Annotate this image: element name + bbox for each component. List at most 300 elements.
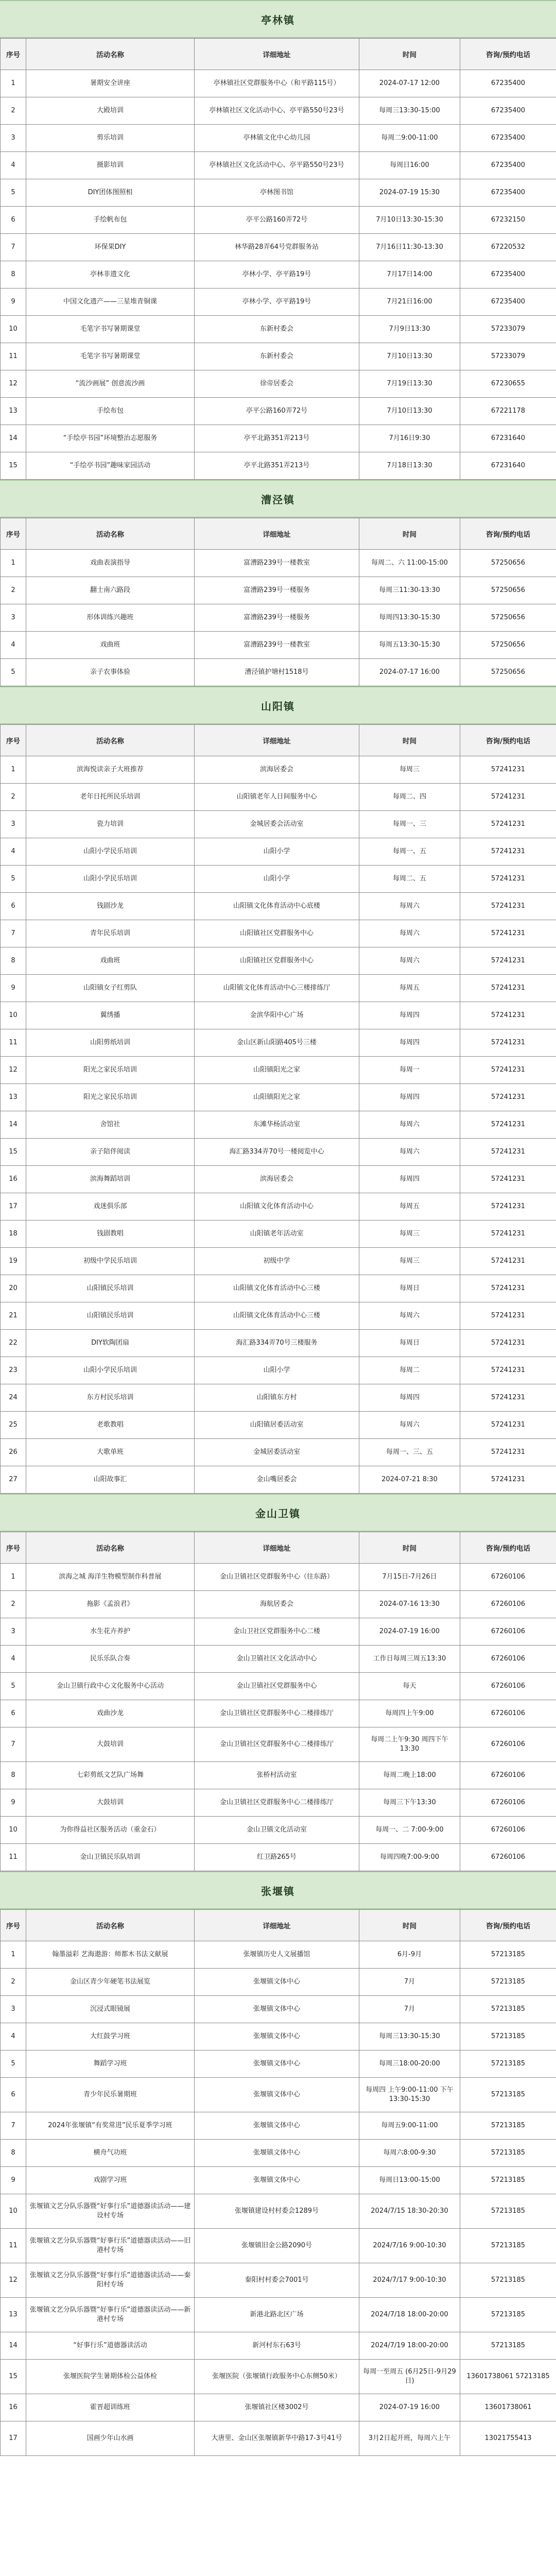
table-row xyxy=(1,1941,556,1969)
town-title: 金山卫镇 xyxy=(0,1494,556,1532)
header-address: 详细地址 xyxy=(195,725,359,756)
cell-phone: 57213185 xyxy=(460,1969,556,1996)
cell-name: 国画少年山水画 xyxy=(26,2421,195,2456)
cell-address: 东新村委会 xyxy=(195,343,359,370)
cell-phone: 57213185 xyxy=(460,2112,556,2140)
cell-address: 山阳镇阳光之家 xyxy=(195,1084,359,1111)
cell-no: 4 xyxy=(1,152,26,179)
cell-name: 民乐乐队合奏 xyxy=(26,1646,195,1673)
cell-time: 7月10日13:30-15:30 xyxy=(359,207,460,234)
cell-no: 10 xyxy=(1,1817,26,1844)
cell-no: 7 xyxy=(1,920,26,947)
cell-name: 张堰镇文艺分队乐器暨“好事行乐”道德器读活动——建设村专场 xyxy=(26,2194,195,2229)
cell-time: 2024-07-16 13:30 xyxy=(359,1591,460,1618)
header-no: 序号 xyxy=(1,725,26,756)
table-row xyxy=(1,1789,556,1817)
cell-time: 7月10日13:30 xyxy=(359,398,460,425)
cell-time: 7月9日13:30 xyxy=(359,316,460,343)
header-row xyxy=(1,518,556,550)
cell-no: 17 xyxy=(1,1193,26,1221)
cell-time: 每周四上午9:00 xyxy=(359,1700,460,1727)
table-row xyxy=(1,1166,556,1193)
cell-time: 每周五13:30-15:30 xyxy=(359,632,460,659)
table-row xyxy=(1,207,556,234)
cell-no: 5 xyxy=(1,866,26,893)
cell-time: 每周四 xyxy=(359,1384,460,1412)
cell-name: 沉浸式眼镜展 xyxy=(26,1996,195,2023)
cell-no: 3 xyxy=(1,811,26,838)
cell-address: 滨海居委会 xyxy=(195,756,359,784)
table-row xyxy=(1,2229,556,2263)
cell-phone: 67235400 xyxy=(460,289,556,316)
cell-address: 山阳镇文化体育活动中心三楼排练厅 xyxy=(195,975,359,1002)
cell-name: 七彩剪纸文艺队广场舞 xyxy=(26,1762,195,1789)
cell-name: 阳光之家民乐培训 xyxy=(26,1057,195,1084)
table-row xyxy=(1,784,556,811)
cell-address: 林华路28弄64号党群服务站 xyxy=(195,234,359,261)
cell-time: 每周日13:00-15:00 xyxy=(359,2167,460,2194)
table-row xyxy=(1,1221,556,1248)
header-no: 序号 xyxy=(1,39,26,70)
cell-address: 亭林小学、亭平路19号 xyxy=(195,289,359,316)
cell-name: 张堰镇文艺分队乐器暨“好事行乐”道德器读活动——旧港村专场 xyxy=(26,2229,195,2263)
table-row xyxy=(1,343,556,370)
cell-phone: 57241231 xyxy=(460,784,556,811)
cell-no: 5 xyxy=(1,659,26,686)
cell-phone: 67260106 xyxy=(460,1789,556,1817)
cell-name: 戏迷俱乐部 xyxy=(26,1193,195,1221)
cell-time: 每周三 xyxy=(359,756,460,784)
cell-no: 1 xyxy=(1,1564,26,1591)
table-row xyxy=(1,1996,556,2023)
cell-phone: 67260106 xyxy=(460,1591,556,1618)
header-time: 时间 xyxy=(359,1910,460,1941)
cell-phone: 57233079 xyxy=(460,316,556,343)
cell-phone: 57241231 xyxy=(460,1466,556,1494)
table-row xyxy=(1,920,556,947)
cell-address: 金山卫镇社区党群服务中心二楼排练厅 xyxy=(195,1789,359,1817)
cell-time: 每周二 xyxy=(359,1357,460,1384)
table-row xyxy=(1,866,556,893)
cell-phone: 67260106 xyxy=(460,1700,556,1727)
table-row xyxy=(1,632,556,659)
cell-time: 每周四 xyxy=(359,1029,460,1057)
cell-phone: 67260106 xyxy=(460,1817,556,1844)
cell-address: 张堰镇文体中心 xyxy=(195,1996,359,2023)
table-row xyxy=(1,1357,556,1384)
cell-no: 11 xyxy=(1,343,26,370)
cell-phone: 67232150 xyxy=(460,207,556,234)
cell-address: 海汇路334弄70号一楼阅览中心 xyxy=(195,1139,359,1166)
cell-no: 21 xyxy=(1,1302,26,1330)
cell-time: 2024-07-19 15:30 xyxy=(359,179,460,207)
cell-name: 为你得益社区服务活动（重金石） xyxy=(26,1817,195,1844)
cell-name: 大歌单班 xyxy=(26,1439,195,1466)
cell-no: 9 xyxy=(1,975,26,1002)
cell-address: 亭平北路351弄213号 xyxy=(195,425,359,452)
cell-phone: 57213185 xyxy=(460,2078,556,2112)
table-row xyxy=(1,1564,556,1591)
cell-time: 每周六 xyxy=(359,1111,460,1139)
table-row xyxy=(1,70,556,97)
cell-phone: 57213185 xyxy=(460,2194,556,2229)
table-row xyxy=(1,577,556,604)
cell-phone: 57241231 xyxy=(460,1029,556,1057)
cell-name: 山阳小学民乐培训 xyxy=(26,838,195,866)
cell-phone: 57241231 xyxy=(460,1330,556,1357)
cell-no: 9 xyxy=(1,1789,26,1817)
cell-address: 山阳镇社区党群服务中心 xyxy=(195,947,359,975)
cell-address: 富漕路239号一楼教室 xyxy=(195,550,359,577)
table-row xyxy=(1,316,556,343)
table-row xyxy=(1,1762,556,1789)
cell-name: 戏曲沙龙 xyxy=(26,1700,195,1727)
table-row xyxy=(1,1969,556,1996)
cell-address: 山阳小学 xyxy=(195,838,359,866)
table-row xyxy=(1,179,556,207)
cell-time: 7月21日16:00 xyxy=(359,289,460,316)
header-address: 详细地址 xyxy=(195,1532,359,1564)
cell-name: 摄影培训 xyxy=(26,152,195,179)
table-row xyxy=(1,756,556,784)
cell-time: 每周二9:00-11:00 xyxy=(359,125,460,152)
cell-name: 大鼓培训 xyxy=(26,1789,195,1817)
header-row xyxy=(1,1532,556,1564)
header-row xyxy=(1,1910,556,1941)
cell-name: 霍晋超训练班 xyxy=(26,2394,195,2421)
table-row xyxy=(1,659,556,686)
cell-no: 13 xyxy=(1,398,26,425)
activity-table xyxy=(0,724,556,1494)
cell-phone: 57233079 xyxy=(460,343,556,370)
cell-address: 漕泾镇护塘村1518号 xyxy=(195,659,359,686)
table-row xyxy=(1,1700,556,1727)
cell-name: 山阳镇民乐培训 xyxy=(26,1302,195,1330)
header-no: 序号 xyxy=(1,1910,26,1941)
cell-no: 5 xyxy=(1,179,26,207)
table-row xyxy=(1,2078,556,2112)
cell-no: 10 xyxy=(1,316,26,343)
cell-time: 2024-07-21 8:30 xyxy=(359,1466,460,1494)
cell-no: 12 xyxy=(1,1057,26,1084)
cell-phone: 67231640 xyxy=(460,425,556,452)
cell-phone: 57213185 xyxy=(460,2332,556,2360)
cell-time: 7月16日11:30-13:30 xyxy=(359,234,460,261)
cell-no: 24 xyxy=(1,1384,26,1412)
cell-name: 阳光之家民乐培训 xyxy=(26,1084,195,1111)
cell-time: 2024-07-17 16:00 xyxy=(359,659,460,686)
cell-address: 张堰镇建设村村委会1289号 xyxy=(195,2194,359,2229)
cell-no: 4 xyxy=(1,632,26,659)
cell-no: 16 xyxy=(1,1166,26,1193)
cell-phone: 67235400 xyxy=(460,97,556,125)
cell-address: 张堰镇文体中心 xyxy=(195,2140,359,2167)
cell-no: 15 xyxy=(1,1139,26,1166)
table-row xyxy=(1,1111,556,1139)
cell-address: 金山卫镇文化活动室 xyxy=(195,1817,359,1844)
cell-time: 每周三18:00-20:00 xyxy=(359,2050,460,2078)
cell-name: 山阳小学民乐培训 xyxy=(26,1357,195,1384)
cell-phone: 67235400 xyxy=(460,70,556,97)
table-row xyxy=(1,2394,556,2421)
cell-name: 青年民乐培训 xyxy=(26,920,195,947)
cell-address: 初级中学 xyxy=(195,1248,359,1275)
cell-no: 8 xyxy=(1,947,26,975)
header-time: 时间 xyxy=(359,39,460,70)
table-row xyxy=(1,2167,556,2194)
cell-phone: 67260106 xyxy=(460,1618,556,1646)
cell-address: 山阳镇东方村 xyxy=(195,1384,359,1412)
cell-phone: 67221178 xyxy=(460,398,556,425)
cell-time: 每周日16:00 xyxy=(359,152,460,179)
cell-time: 每周六8:00-9:30 xyxy=(359,2140,460,2167)
cell-name: 戏曲班 xyxy=(26,632,195,659)
cell-no: 8 xyxy=(1,261,26,289)
table-row xyxy=(1,1302,556,1330)
cell-no: 11 xyxy=(1,1844,26,1871)
header-time: 时间 xyxy=(359,518,460,550)
cell-address: 张堰镇历史人文展播馆 xyxy=(195,1941,359,1969)
cell-address: 秦阳村村委会7001号 xyxy=(195,2263,359,2298)
table-row xyxy=(1,1817,556,1844)
cell-time: 每周四晚7:00-9:00 xyxy=(359,1844,460,1871)
cell-no: 13 xyxy=(1,2298,26,2332)
cell-phone: 13021755413 xyxy=(460,2421,556,2456)
table-row xyxy=(1,2050,556,2078)
cell-no: 1 xyxy=(1,70,26,97)
cell-address: 金山嘴居委会 xyxy=(195,1466,359,1494)
cell-phone: 57241231 xyxy=(460,1084,556,1111)
cell-address: 滨海居委会 xyxy=(195,1166,359,1193)
cell-address: 新港北路北区广场 xyxy=(195,2298,359,2332)
cell-phone: 57213185 xyxy=(460,2298,556,2332)
cell-name: 大红鼓学习班 xyxy=(26,2023,195,2050)
cell-phone: 57213185 xyxy=(460,2140,556,2167)
cell-time: 每周二、六 11:00-15:00 xyxy=(359,550,460,577)
cell-name: 翻士南六路段 xyxy=(26,577,195,604)
cell-no: 27 xyxy=(1,1466,26,1494)
cell-phone: 57241231 xyxy=(460,893,556,920)
cell-phone: 57250656 xyxy=(460,632,556,659)
cell-time: 每周五 xyxy=(359,1193,460,1221)
table-row xyxy=(1,425,556,452)
cell-phone: 57213185 xyxy=(460,2050,556,2078)
cell-time: 2024/7/18 18:00-20:00 xyxy=(359,2298,460,2332)
header-address: 详细地址 xyxy=(195,39,359,70)
cell-address: 金城居委活动室 xyxy=(195,1439,359,1466)
cell-phone: 57241231 xyxy=(460,1275,556,1302)
cell-name: 形体训练兴趣班 xyxy=(26,604,195,632)
cell-address: 亭平公路160弄72号 xyxy=(195,207,359,234)
cell-name: DIY软陶团扇 xyxy=(26,1330,195,1357)
cell-phone: 57250656 xyxy=(460,550,556,577)
table-row xyxy=(1,1466,556,1494)
cell-time: 每周五9:00-11:00 xyxy=(359,2112,460,2140)
cell-no: 12 xyxy=(1,370,26,398)
cell-time: 2024/7/15 18:30-20:30 xyxy=(359,2194,460,2229)
cell-address: 大唐里、金山区张堰镇新华中路17-3号41号 xyxy=(195,2421,359,2456)
cell-no: 6 xyxy=(1,1700,26,1727)
cell-phone: 57241231 xyxy=(460,1357,556,1384)
cell-address: 金山卫镇社区党群服务中心二楼排练厅 xyxy=(195,1727,359,1762)
cell-time: 每周二上午9:30 周四下午13:30 xyxy=(359,1727,460,1762)
cell-address: 徐帝居委会 xyxy=(195,370,359,398)
cell-phone: 57250656 xyxy=(460,659,556,686)
cell-name: 翼绣播 xyxy=(26,1002,195,1029)
cell-name: 滨海之城 海洋生物模型制作科普展 xyxy=(26,1564,195,1591)
activity-table xyxy=(0,1532,556,1871)
header-row xyxy=(1,39,556,70)
cell-phone: 67260106 xyxy=(460,1564,556,1591)
cell-address: 张堰镇旧金公路2090号 xyxy=(195,2229,359,2263)
header-name: 活动名称 xyxy=(26,39,195,70)
cell-name: 滨海舞蹈培训 xyxy=(26,1166,195,1193)
cell-no: 10 xyxy=(1,1002,26,1029)
cell-phone: 57213185 xyxy=(460,1996,556,2023)
cell-address: 山阳镇老年人日间服务中心 xyxy=(195,784,359,811)
cell-name: DIY团体图照相 xyxy=(26,179,195,207)
cell-name: 亲子农事体验 xyxy=(26,659,195,686)
cell-address: 金山卫镇社区党群服务中心（往东路） xyxy=(195,1564,359,1591)
cell-phone: 57241231 xyxy=(460,838,556,866)
cell-address: 金山区新山阳路405号三楼 xyxy=(195,1029,359,1057)
cell-address: 亭林镇文化中心幼儿园 xyxy=(195,125,359,152)
cell-time: 每周二、四 xyxy=(359,784,460,811)
table-row xyxy=(1,1248,556,1275)
cell-phone: 67260106 xyxy=(460,1673,556,1700)
cell-name: 钱剧教唱 xyxy=(26,1221,195,1248)
cell-no: 11 xyxy=(1,1029,26,1057)
cell-phone: 67231640 xyxy=(460,452,556,480)
cell-no: 8 xyxy=(1,2140,26,2167)
cell-address: 山阳镇文化体育活动中心三楼 xyxy=(195,1275,359,1302)
cell-phone: 13601738061 xyxy=(460,2394,556,2421)
cell-no: 15 xyxy=(1,452,26,480)
cell-no: 25 xyxy=(1,1412,26,1439)
cell-time: 6月-9月 xyxy=(359,1941,460,1969)
cell-time: 每天 xyxy=(359,1673,460,1700)
cell-no: 15 xyxy=(1,2360,26,2394)
cell-time: 每周三13:30-15:30 xyxy=(359,2023,460,2050)
cell-no: 5 xyxy=(1,2050,26,2078)
table-row xyxy=(1,2263,556,2298)
cell-phone: 57241231 xyxy=(460,975,556,1002)
cell-no: 7 xyxy=(1,234,26,261)
cell-address: 张堰镇文体中心 xyxy=(195,2112,359,2140)
cell-time: 2024-07-17 12:00 xyxy=(359,70,460,97)
cell-no: 9 xyxy=(1,289,26,316)
cell-no: 2 xyxy=(1,1591,26,1618)
cell-phone: 57241231 xyxy=(460,1302,556,1330)
cell-no: 8 xyxy=(1,1762,26,1789)
cell-no: 2 xyxy=(1,577,26,604)
table-row xyxy=(1,1029,556,1057)
cell-phone: 67260106 xyxy=(460,1844,556,1871)
cell-name: 2024年张堰镇“有奖常进”民乐夏季学习班 xyxy=(26,2112,195,2140)
header-phone: 咨询/预约电话 xyxy=(460,725,556,756)
table-row xyxy=(1,289,556,316)
cell-time: 7月15日-7月26日 xyxy=(359,1564,460,1591)
cell-address: 张堰镇社区楼3002号 xyxy=(195,2394,359,2421)
cell-name: 戏剧学习班 xyxy=(26,2167,195,2194)
cell-no: 2 xyxy=(1,784,26,811)
cell-address: 亭林图书馆 xyxy=(195,179,359,207)
cell-name: 老年日托所民乐培训 xyxy=(26,784,195,811)
cell-phone: 57250656 xyxy=(460,577,556,604)
cell-time: 7月19日13:30 xyxy=(359,370,460,398)
cell-no: 4 xyxy=(1,1646,26,1673)
cell-no: 16 xyxy=(1,2394,26,2421)
cell-name: 钱剧沙龙 xyxy=(26,893,195,920)
cell-address: 金城居委会活动室 xyxy=(195,811,359,838)
cell-time: 每周二晚上18:00 xyxy=(359,1762,460,1789)
cell-name: 山阳小学民乐培训 xyxy=(26,866,195,893)
cell-phone: 57241231 xyxy=(460,1111,556,1139)
cell-address: 张堰医院（张堰镇行政服务中心东侧50米） xyxy=(195,2360,359,2394)
cell-phone: 57241231 xyxy=(460,1248,556,1275)
cell-name: 亭林非遗文化 xyxy=(26,261,195,289)
cell-name: 舞蹈学习班 xyxy=(26,2050,195,2078)
cell-no: 3 xyxy=(1,1618,26,1646)
cell-time: 每周五 xyxy=(359,975,460,1002)
header-name: 活动名称 xyxy=(26,1910,195,1941)
cell-no: 14 xyxy=(1,2332,26,2360)
table-row xyxy=(1,811,556,838)
cell-name: 滨海悦读亲子大班推荐 xyxy=(26,756,195,784)
header-name: 活动名称 xyxy=(26,518,195,550)
cell-time: 每周三13:30-15:00 xyxy=(359,97,460,125)
table-row xyxy=(1,2421,556,2456)
table-row xyxy=(1,838,556,866)
cell-name: 金山卫镇行政中心文化服务中心活动 xyxy=(26,1673,195,1700)
town-title: 亭林镇 xyxy=(0,0,556,38)
cell-phone: 67260106 xyxy=(460,1646,556,1673)
cell-name: 横舟气功班 xyxy=(26,2140,195,2167)
cell-name: 大殿培训 xyxy=(26,97,195,125)
cell-name: 东方村民乐培训 xyxy=(26,1384,195,1412)
header-name: 活动名称 xyxy=(26,725,195,756)
header-address: 详细地址 xyxy=(195,1910,359,1941)
town-section xyxy=(0,686,556,1494)
cell-no: 14 xyxy=(1,1111,26,1139)
cell-time: 7月10日13:30 xyxy=(359,343,460,370)
cell-address: 金滨华阳中心广场 xyxy=(195,1002,359,1029)
cell-name: 手绘帆布包 xyxy=(26,207,195,234)
table-row xyxy=(1,1591,556,1618)
cell-address: 亭林镇社区党群服务中心（和平路115号） xyxy=(195,70,359,97)
cell-address: 红卫路265号 xyxy=(195,1844,359,1871)
cell-name: 中国文化遗产——三星堆青铜课 xyxy=(26,289,195,316)
cell-no: 18 xyxy=(1,1221,26,1248)
table-row xyxy=(1,1193,556,1221)
cell-address: 山阳小学 xyxy=(195,1357,359,1384)
cell-phone: 67260106 xyxy=(460,1762,556,1789)
cell-name: 拖影《孟浪君》 xyxy=(26,1591,195,1618)
cell-name: “好事行乐”道德器读活动 xyxy=(26,2332,195,2360)
table-row xyxy=(1,1057,556,1084)
table-row xyxy=(1,1618,556,1646)
table-row xyxy=(1,1727,556,1762)
cell-address: 亭平公路160弄72号 xyxy=(195,398,359,425)
cell-name: 山阳镇女子红剪队 xyxy=(26,975,195,1002)
cell-address: 张堰镇文体中心 xyxy=(195,2167,359,2194)
table-row xyxy=(1,261,556,289)
header-address: 详细地址 xyxy=(195,518,359,550)
cell-time: 2024-07-19 16:00 xyxy=(359,2394,460,2421)
table-row xyxy=(1,2112,556,2140)
table-row xyxy=(1,1084,556,1111)
cell-phone: 57241231 xyxy=(460,1166,556,1193)
